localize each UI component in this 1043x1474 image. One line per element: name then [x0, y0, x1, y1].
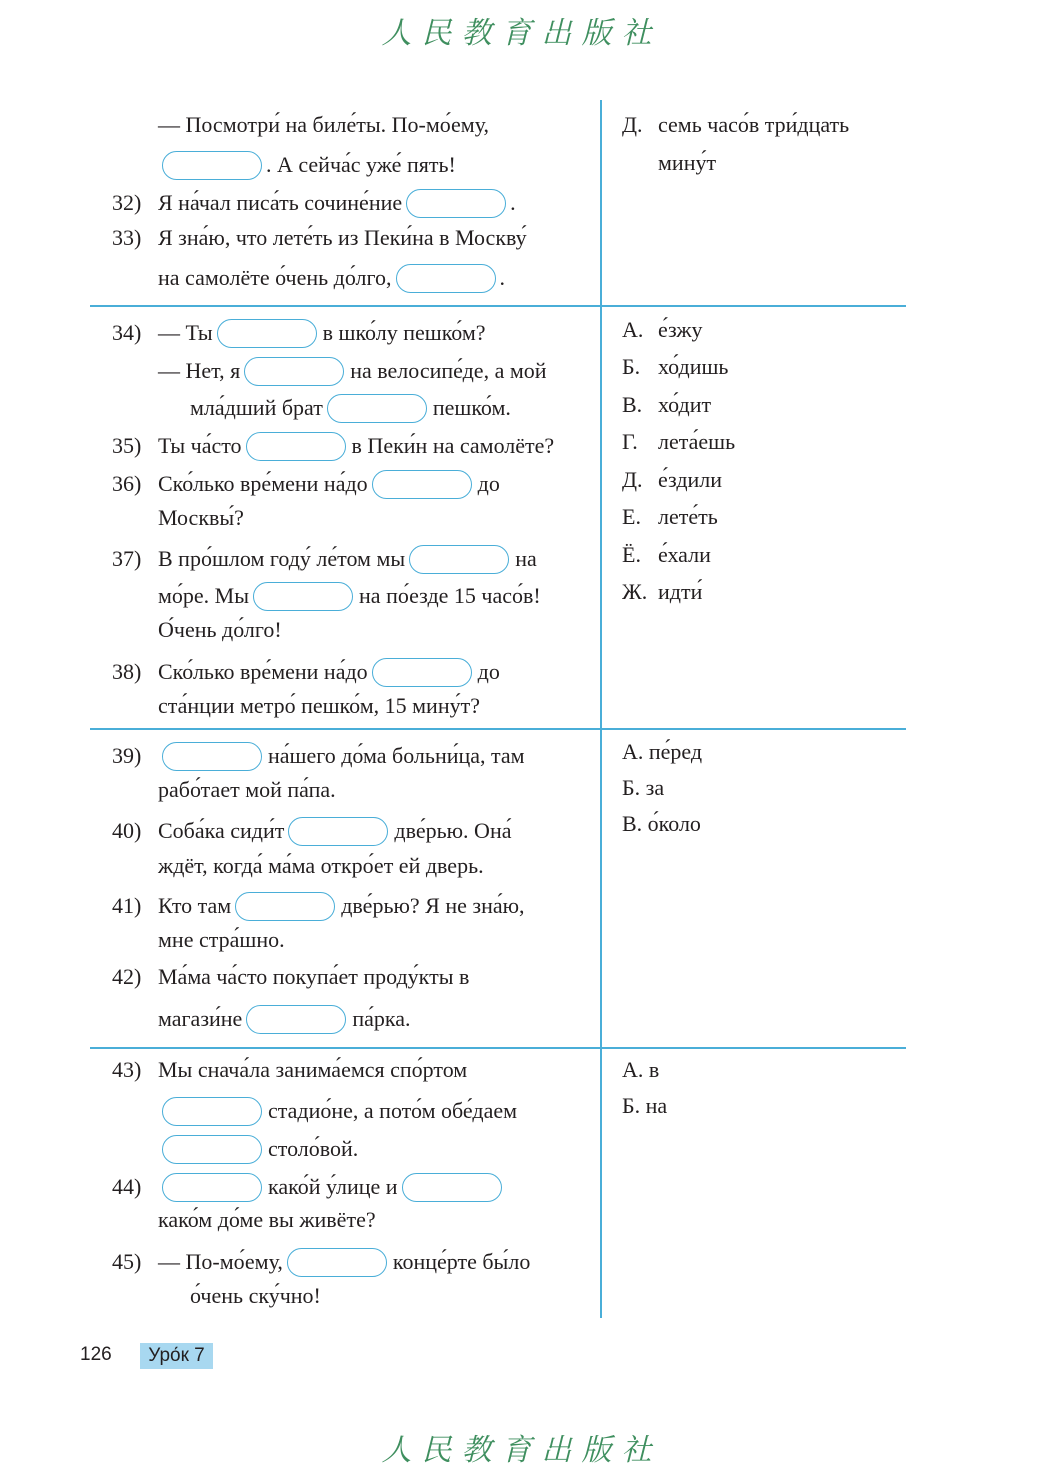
answer-blank[interactable] [246, 1005, 346, 1034]
answer-blank[interactable] [406, 189, 506, 218]
exercise-text: две́рью. Она́ [394, 818, 512, 843]
option-text: лета́ешь [658, 429, 736, 454]
answer-blank[interactable] [402, 1173, 502, 1202]
answer-option [622, 1089, 667, 1123]
exercise-line [158, 960, 469, 994]
option-text: А. в [622, 1057, 660, 1082]
exercise-text: до [477, 659, 500, 684]
exercise-line [190, 1279, 321, 1313]
option-letter: Г. [622, 429, 638, 454]
exercise-text: па́рка. [352, 1006, 411, 1031]
exercise-text: Москвы́? [158, 505, 244, 530]
answer-blank[interactable] [372, 470, 472, 499]
answer-blank[interactable] [288, 817, 388, 846]
exercise-text: мне стра́шно. [158, 927, 285, 952]
answer-option [622, 735, 702, 769]
answer-blank[interactable] [162, 1097, 262, 1126]
exercise-line [158, 689, 480, 723]
question-number: 40) [112, 818, 142, 843]
exercise-line [158, 501, 244, 535]
question-number: 45) [112, 1249, 142, 1274]
answer-option [622, 807, 701, 841]
lesson-badge: Уро́к 7 [140, 1343, 213, 1369]
answer-blank[interactable] [244, 357, 344, 386]
question-number: 32) [112, 190, 142, 215]
exercise-line [158, 108, 489, 142]
exercise-line [158, 1053, 467, 1087]
question-number: 41) [112, 893, 142, 918]
page-number: 126 [80, 1344, 112, 1365]
answer-blank[interactable] [372, 658, 472, 687]
question-number: 43) [112, 1057, 142, 1082]
publisher-logo-top: 人民教育出版社 [381, 16, 662, 51]
exercise-line [158, 1170, 506, 1204]
exercise-text: Мы снача́ла занима́емся спо́ртом [158, 1057, 468, 1082]
exercise-line [158, 613, 282, 647]
column-divider [600, 100, 602, 1318]
option-letter: В. [622, 392, 643, 417]
option-letter: А. [622, 317, 644, 342]
exercise-text: . А сейча́с уже́ пять! [266, 152, 456, 177]
exercise-line [158, 1132, 358, 1166]
option-text: А. пе́ред [622, 739, 703, 764]
answer-option [622, 388, 711, 422]
exercise-line [158, 923, 285, 957]
option-text: мину́т [658, 150, 717, 175]
option-letter: Ё. [622, 542, 641, 567]
question-number: 35) [112, 433, 142, 458]
question-number: 37) [112, 546, 142, 571]
exercise-text: — Нет, я [158, 358, 241, 383]
answer-blank[interactable] [162, 1173, 262, 1202]
option-text: е́зжу [658, 317, 703, 342]
question-number: 42) [112, 964, 142, 989]
exercise-text: до [477, 471, 500, 496]
exercise-line [158, 354, 547, 388]
answer-option [622, 500, 718, 534]
question-number: 39) [112, 743, 142, 768]
exercise-text: Я на́чал писа́ть сочине́ние [158, 190, 403, 215]
exercise-text: ждёт, когда́ ма́ма откро́ет ей дверь. [158, 853, 484, 878]
answer-blank[interactable] [253, 582, 353, 611]
exercise-text: рабо́тает мой па́па. [158, 777, 336, 802]
answer-blank[interactable] [162, 151, 262, 180]
exercise-text: — По-мо́ему, [158, 1249, 283, 1274]
answer-blank[interactable] [162, 1135, 262, 1164]
exercise-line [158, 849, 484, 883]
answer-option [622, 538, 711, 572]
exercise-text: мла́дший брат [190, 395, 323, 420]
exercise-line [158, 542, 537, 576]
option-text: е́здили [658, 467, 723, 492]
exercise-text: на самолёте о́чень до́лго, [158, 265, 392, 290]
exercise-text: О́чень до́лго! [158, 617, 282, 642]
exercise-text: . [510, 190, 516, 215]
exercise-text: магази́не [158, 1006, 243, 1031]
answer-option [622, 108, 849, 142]
exercise-text: на́шего до́ма больни́ца, там [268, 743, 525, 768]
exercise-text: Ты ча́сто [158, 433, 242, 458]
exercise-line [158, 429, 554, 463]
answer-option [622, 771, 664, 805]
question-number: 36) [112, 471, 142, 496]
exercise-text: како́й у́лице и [268, 1174, 398, 1199]
answer-blank[interactable] [235, 892, 335, 921]
answer-option [622, 1053, 659, 1087]
exercise-line [158, 221, 527, 255]
exercise-line [158, 148, 456, 182]
exercise-text: в Пеки́н на самолёте? [351, 433, 555, 458]
exercise-line [158, 1245, 530, 1279]
exercise-text: — Ты [158, 320, 213, 345]
exercise-line [158, 467, 500, 501]
exercise-line [158, 1094, 517, 1128]
question-number: 34) [112, 320, 142, 345]
answer-option [622, 575, 702, 609]
section-divider [90, 305, 906, 307]
option-text: е́хали [658, 542, 711, 567]
exercise-text: о́чень ску́чно! [190, 1283, 321, 1308]
exercise-text: Ско́лько вре́мени на́до [158, 659, 368, 684]
answer-blank[interactable] [287, 1248, 387, 1277]
exercise-text: . [499, 265, 506, 290]
exercise-line [158, 814, 512, 848]
answer-option [622, 463, 722, 497]
exercise-line [158, 1203, 376, 1237]
exercise-text: Кто там [158, 893, 232, 918]
answer-blank[interactable] [327, 394, 427, 423]
exercise-line [190, 391, 511, 425]
exercise-text: столо́вой. [268, 1136, 359, 1161]
option-letter: Ж. [622, 579, 648, 604]
exercise-text: конце́рте бы́ло [392, 1249, 531, 1274]
exercise-text: в шко́лу пешко́м? [322, 320, 486, 345]
answer-blank[interactable] [396, 264, 496, 293]
exercise-line [158, 889, 525, 923]
option-text: семь часо́в три́дцать [658, 112, 850, 137]
question-number: 44) [112, 1174, 142, 1199]
exercise-line [158, 773, 336, 807]
answer-blank[interactable] [246, 432, 346, 461]
option-letter: Б. [622, 354, 641, 379]
exercise-text: на велосипе́де, а мой [350, 358, 547, 383]
question-number: 33) [112, 225, 142, 250]
exercise-text: стадио́не, а пото́м обе́даем [268, 1098, 518, 1123]
answer-blank[interactable] [217, 319, 317, 348]
answer-option [622, 313, 703, 347]
exercise-text: Ско́лько вре́мени на́до [158, 471, 368, 496]
exercise-text: пешко́м. [432, 395, 511, 420]
option-letter: Д. [622, 467, 643, 492]
exercise-text: на по́езде 15 часо́в! [359, 583, 541, 608]
publisher-logo-bottom: 人民教育出版社 [381, 1433, 662, 1468]
option-letter: Е. [622, 504, 641, 529]
exercise-text: Я зна́ю, что лете́ть из Пеки́на в Москву́ [158, 225, 527, 250]
exercise-line [158, 316, 486, 350]
section-divider [90, 1047, 906, 1049]
exercise-line [158, 261, 505, 295]
answer-blank[interactable] [162, 742, 262, 771]
exercise-line [158, 1002, 411, 1036]
answer-option [622, 425, 735, 459]
answer-option [622, 350, 728, 384]
option-text: хо́дишь [658, 354, 729, 379]
option-text: лете́ть [658, 504, 718, 529]
exercise-text: В про́шлом году́ ле́том мы [158, 546, 406, 571]
exercise-line [158, 579, 541, 613]
exercise-line [158, 739, 525, 773]
exercise-text: Ма́ма ча́сто покупа́ет проду́кты в [158, 964, 470, 989]
answer-blank[interactable] [409, 545, 509, 574]
option-text: В. о́коло [622, 811, 701, 836]
option-text: Б. на [622, 1093, 668, 1118]
option-letter: Д. [622, 112, 643, 137]
exercise-text: мо́ре. Мы [158, 583, 250, 608]
exercise-text: ста́нции метро́ пешко́м, 15 мину́т? [158, 693, 480, 718]
exercise-text: Соба́ка сиди́т [158, 818, 285, 843]
exercise-text: — Посмотри́ на биле́ты. По-мо́ему, [158, 112, 490, 137]
answer-option [622, 146, 716, 180]
exercise-line [158, 186, 516, 220]
option-text: идти́ [658, 579, 703, 604]
section-divider [90, 728, 906, 730]
exercise-text: како́м до́ме вы живёте? [158, 1207, 376, 1232]
exercise-text: на [515, 546, 537, 571]
option-text: хо́дит [658, 392, 712, 417]
exercise-text: две́рью? Я не зна́ю, [341, 893, 525, 918]
exercise-line [158, 655, 500, 689]
option-text: Б. за [622, 775, 665, 800]
question-number: 38) [112, 659, 142, 684]
